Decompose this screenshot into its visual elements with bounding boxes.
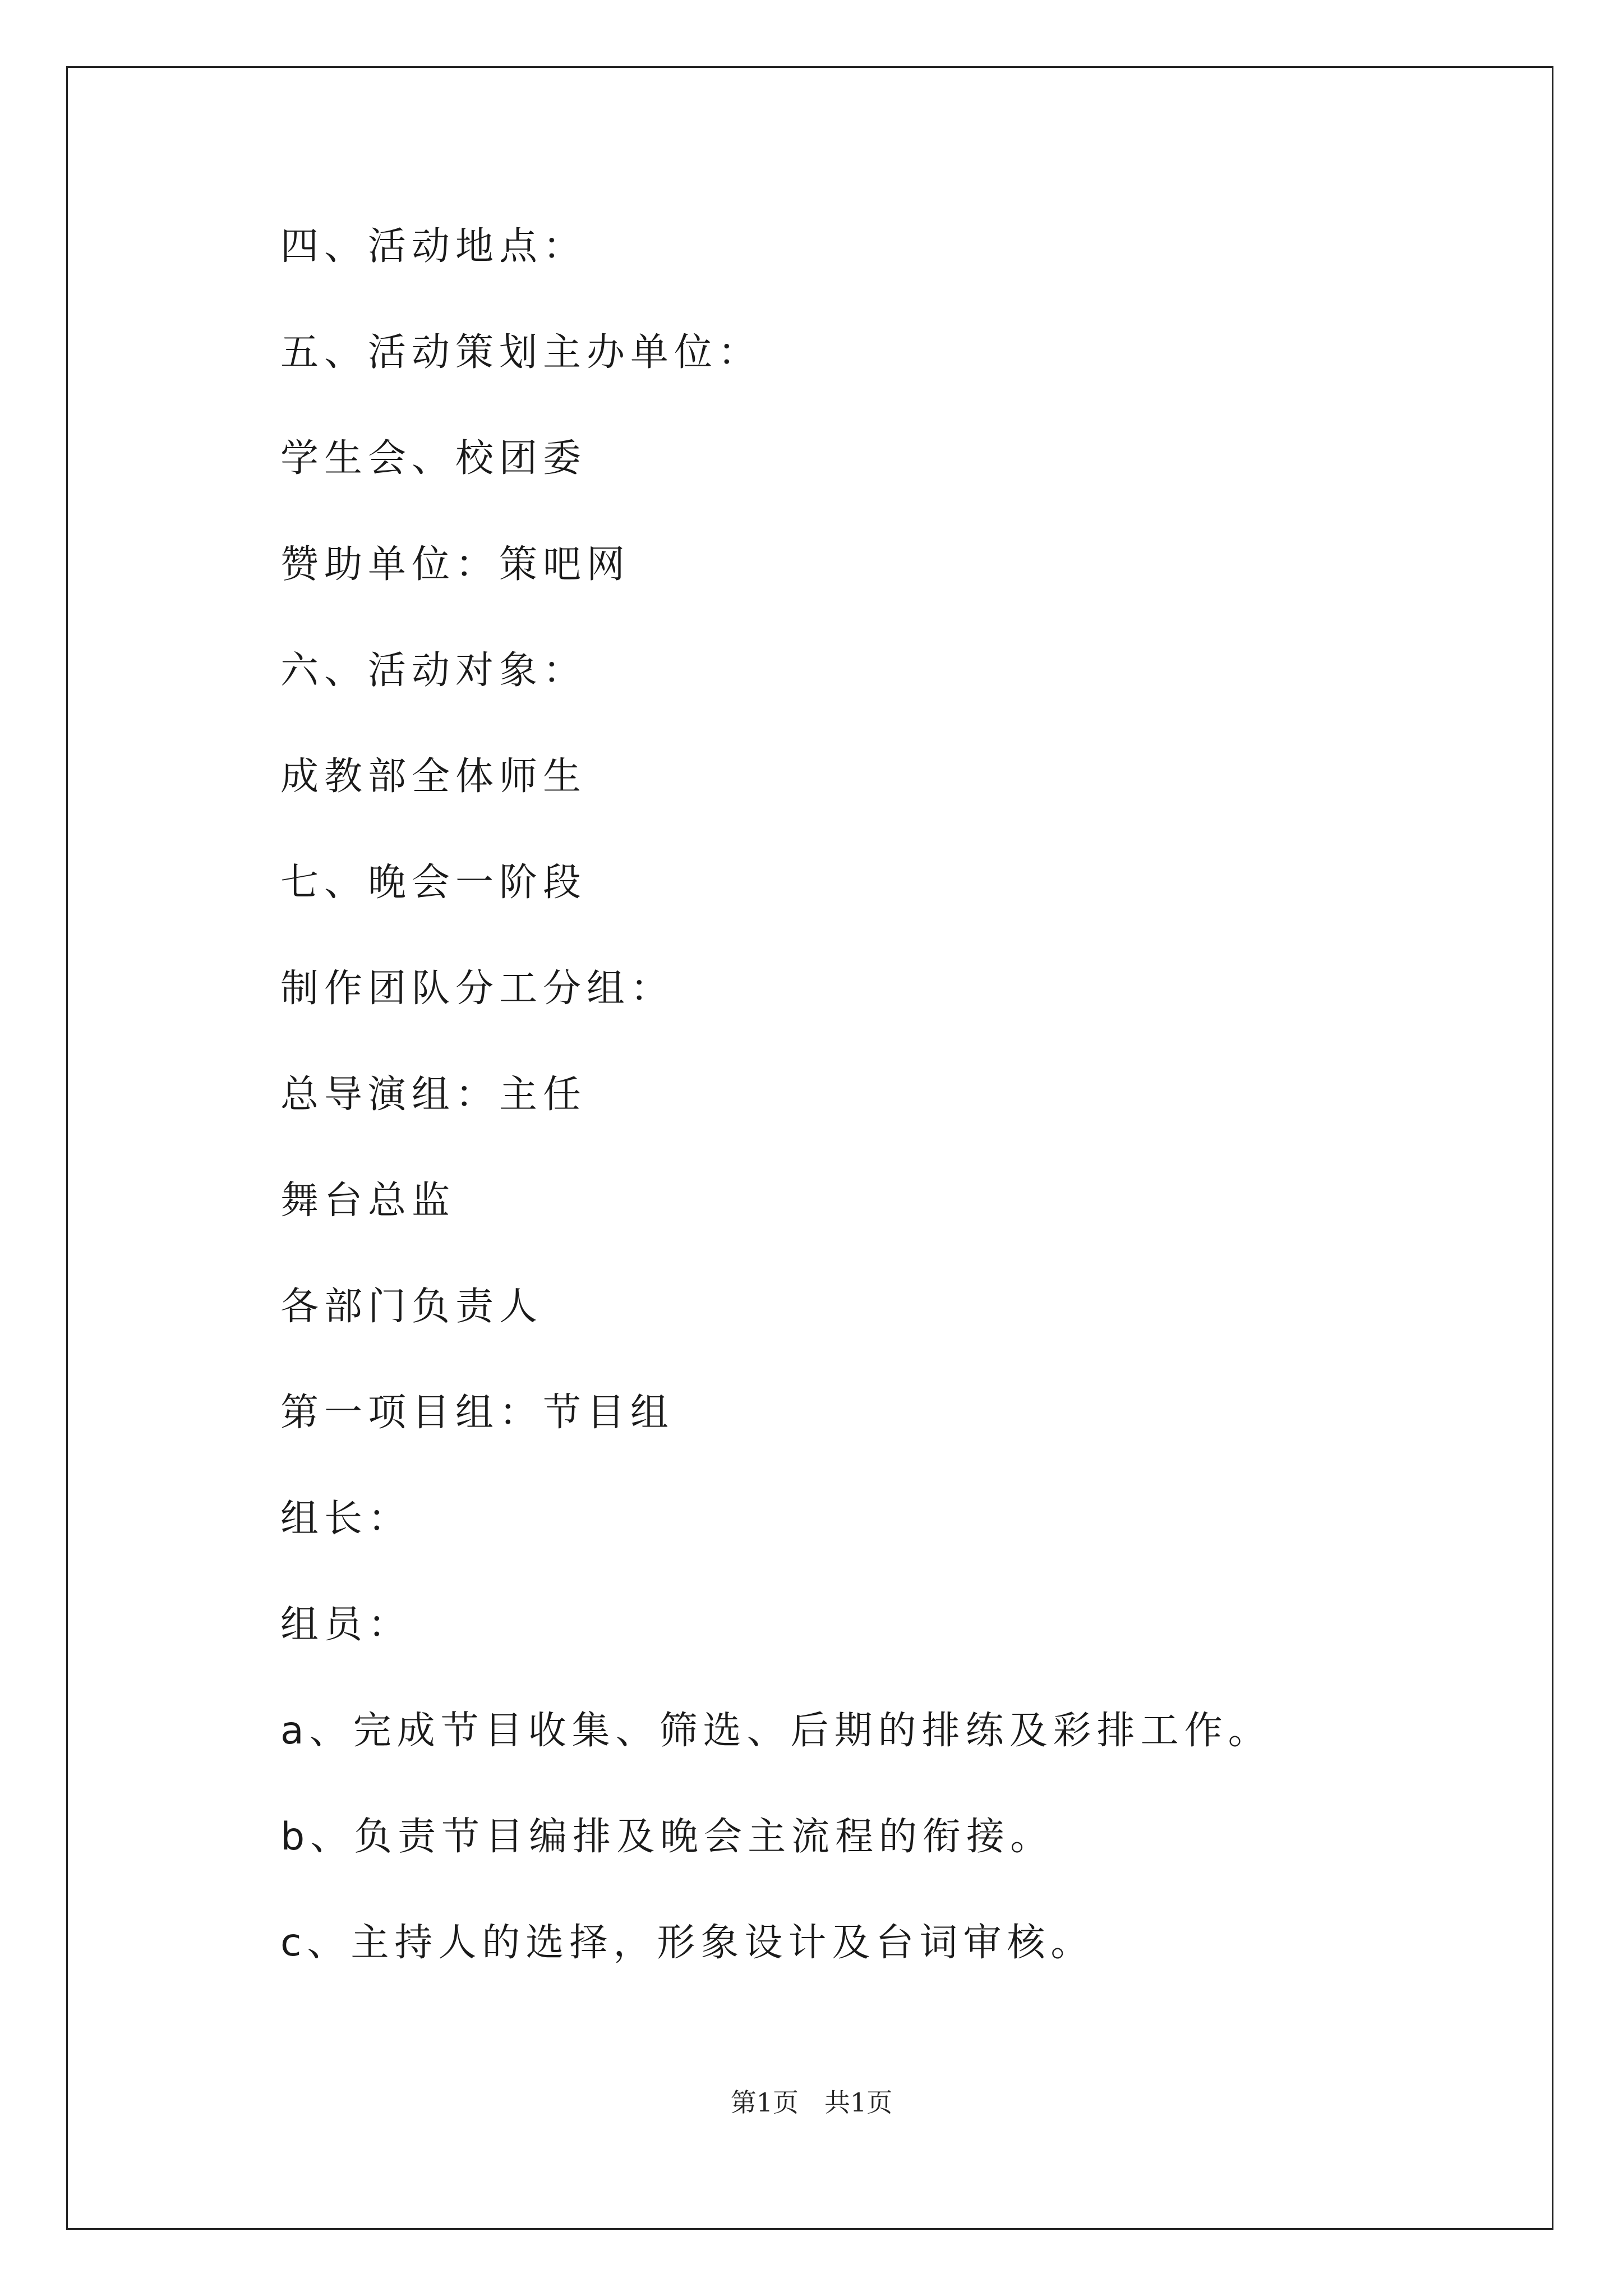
text-line-group-leader: 组长：: [280, 1497, 412, 1541]
page-number: 第1页 共1页: [730, 2087, 893, 2118]
text-line-organizer-names: 学生会、校团委: [280, 436, 587, 481]
text-line-stage-director: 舞台总监: [280, 1179, 456, 1223]
text-line-organizer: 五、活动策划主办单位：: [280, 330, 762, 375]
text-line-audience: 六、活动对象：: [280, 648, 587, 693]
text-line-stage-one: 七、晚会一阶段: [280, 861, 587, 905]
text-line-task-a: a、完成节目收集、筛选、后期的排练及彩排工作。: [280, 1709, 1272, 1753]
text-line-activity-location: 四、活动地点：: [280, 224, 587, 269]
text-line-program-group: 第一项目组：节目组: [280, 1391, 675, 1435]
text-line-sponsor: 赞助单位：策吧网: [280, 542, 631, 587]
text-line-director-group: 总导演组：主任: [280, 1073, 587, 1117]
text-line-task-b: b、负责节目编排及晚会主流程的衔接。: [280, 1815, 1054, 1859]
text-line-audience-detail: 成教部全体师生: [280, 754, 587, 799]
text-line-task-c: c、主持人的选择，形象设计及台词审核。: [280, 1921, 1095, 1965]
text-line-department-heads: 各部门负责人: [280, 1285, 543, 1329]
document-body: [280, 224, 1486, 2027]
text-line-group-members: 组员：: [280, 1603, 412, 1647]
text-line-team-division: 制作团队分工分组：: [280, 967, 675, 1011]
